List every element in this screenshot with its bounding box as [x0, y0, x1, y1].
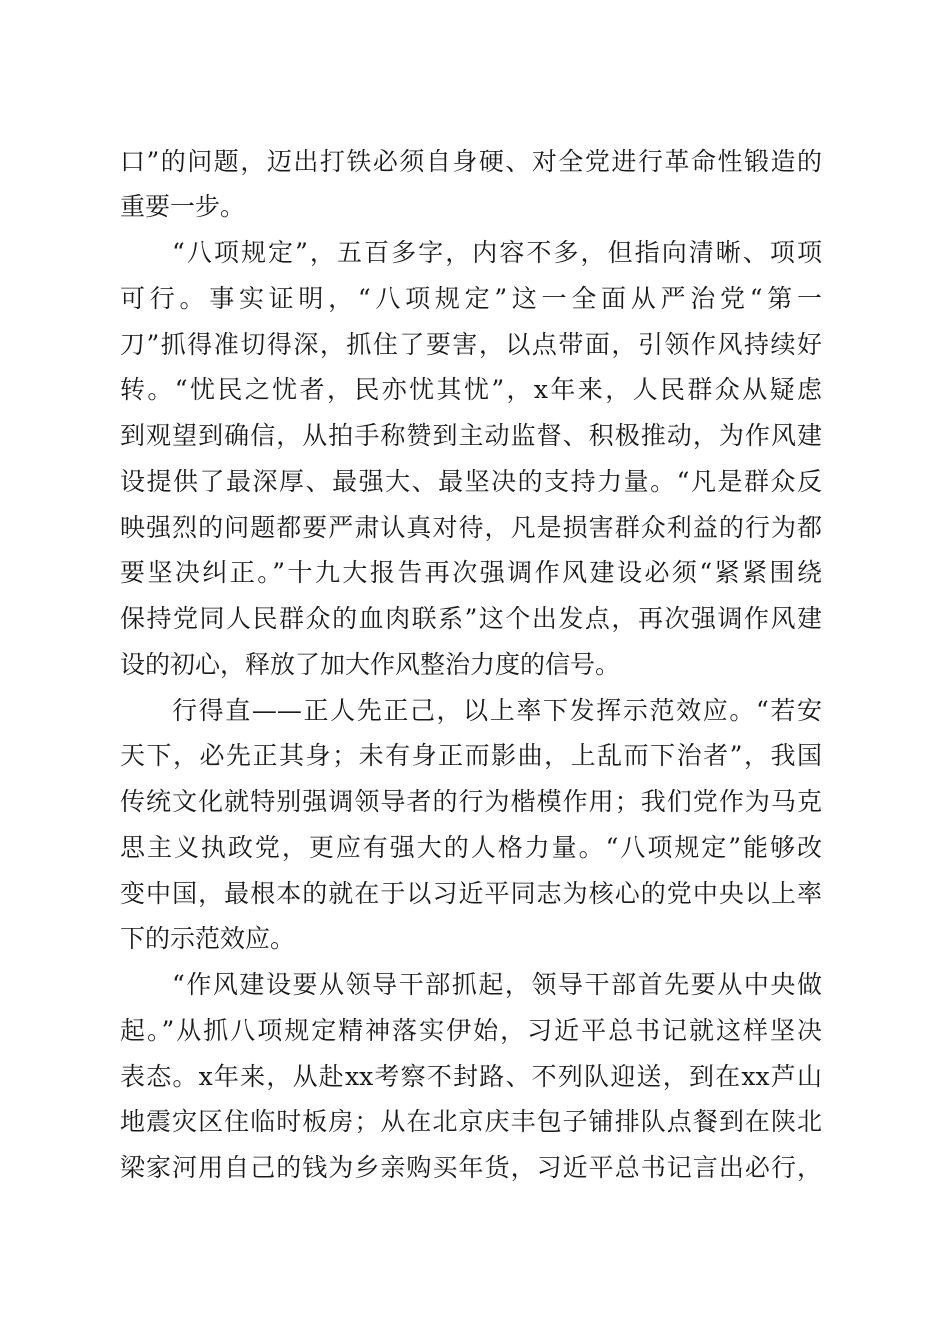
text-line: 可行。事实证明，“八项规定”这一全面从严治党“第一 — [120, 284, 822, 313]
text-line: 口”的问题，迈出打铁必须自身硬、对全党进行革命性锻造的 — [120, 147, 822, 176]
text-line: 重要一步。 — [120, 192, 246, 221]
text-line: 映强烈的问题都要严肃认真对待，凡是损害群众利益的行为都 — [120, 513, 822, 542]
text-line: 保持党同人民群众的血肉联系”这个出发点，再次强调作风建 — [120, 604, 822, 633]
text-line: 起。”从抓八项规定精神落实伊始，习近平总书记就这样坚决 — [120, 1016, 822, 1045]
text-line: 天下，必先正其身；未有身正而影曲，上乱而下治者”，我国 — [120, 741, 822, 770]
text-line: 要坚决纠正。”十九大报告再次强调作风建设必须“紧紧围绕 — [120, 558, 822, 587]
text-line: 转。“忧民之忧者，民亦忧其忧”，x年来，人民群众从疑虑 — [120, 375, 822, 404]
text-line: 设提供了最深厚、最强大、最坚决的支持力量。“凡是群众反 — [120, 467, 822, 496]
text-line: 梁家河用自己的钱为乡亲购买年货，习近平总书记言出必行， — [120, 1153, 822, 1182]
text-line: 表态。x年来，从赴xx考察不封路、不列队迎送，到在xx芦山 — [120, 1062, 822, 1091]
text-line: 到观望到确信，从拍手称赞到主动监督、积极推动，为作风建 — [120, 421, 822, 450]
text-line: 传统文化就特别强调领导者的行为楷模作用；我们党作为马克 — [120, 787, 822, 816]
text-line: 行得直——正人先正己，以上率下发挥示范效应。“若安 — [172, 696, 822, 725]
text-line: “八项规定”，五百多字，内容不多，但指向清晰、项项 — [172, 238, 822, 267]
text-line: “作风建设要从领导干部抓起，领导干部首先要从中央做 — [172, 970, 822, 999]
text-line: 变中国，最根本的就在于以习近平同志为核心的党中央以上率 — [120, 879, 822, 908]
text-line: 地震灾区住临时板房；从在北京庆丰包子铺排队点餐到在陕北 — [120, 1107, 822, 1136]
text-line: 思主义执政党，更应有强大的人格力量。“八项规定”能够改 — [120, 833, 822, 862]
text-line: 设的初心，释放了加大作风整治力度的信号。 — [120, 650, 621, 679]
text-line: 下的示范效应。 — [120, 924, 296, 953]
text-line: 刀”抓得准切得深，抓住了要害，以点带面，引领作风持续好 — [120, 330, 822, 359]
